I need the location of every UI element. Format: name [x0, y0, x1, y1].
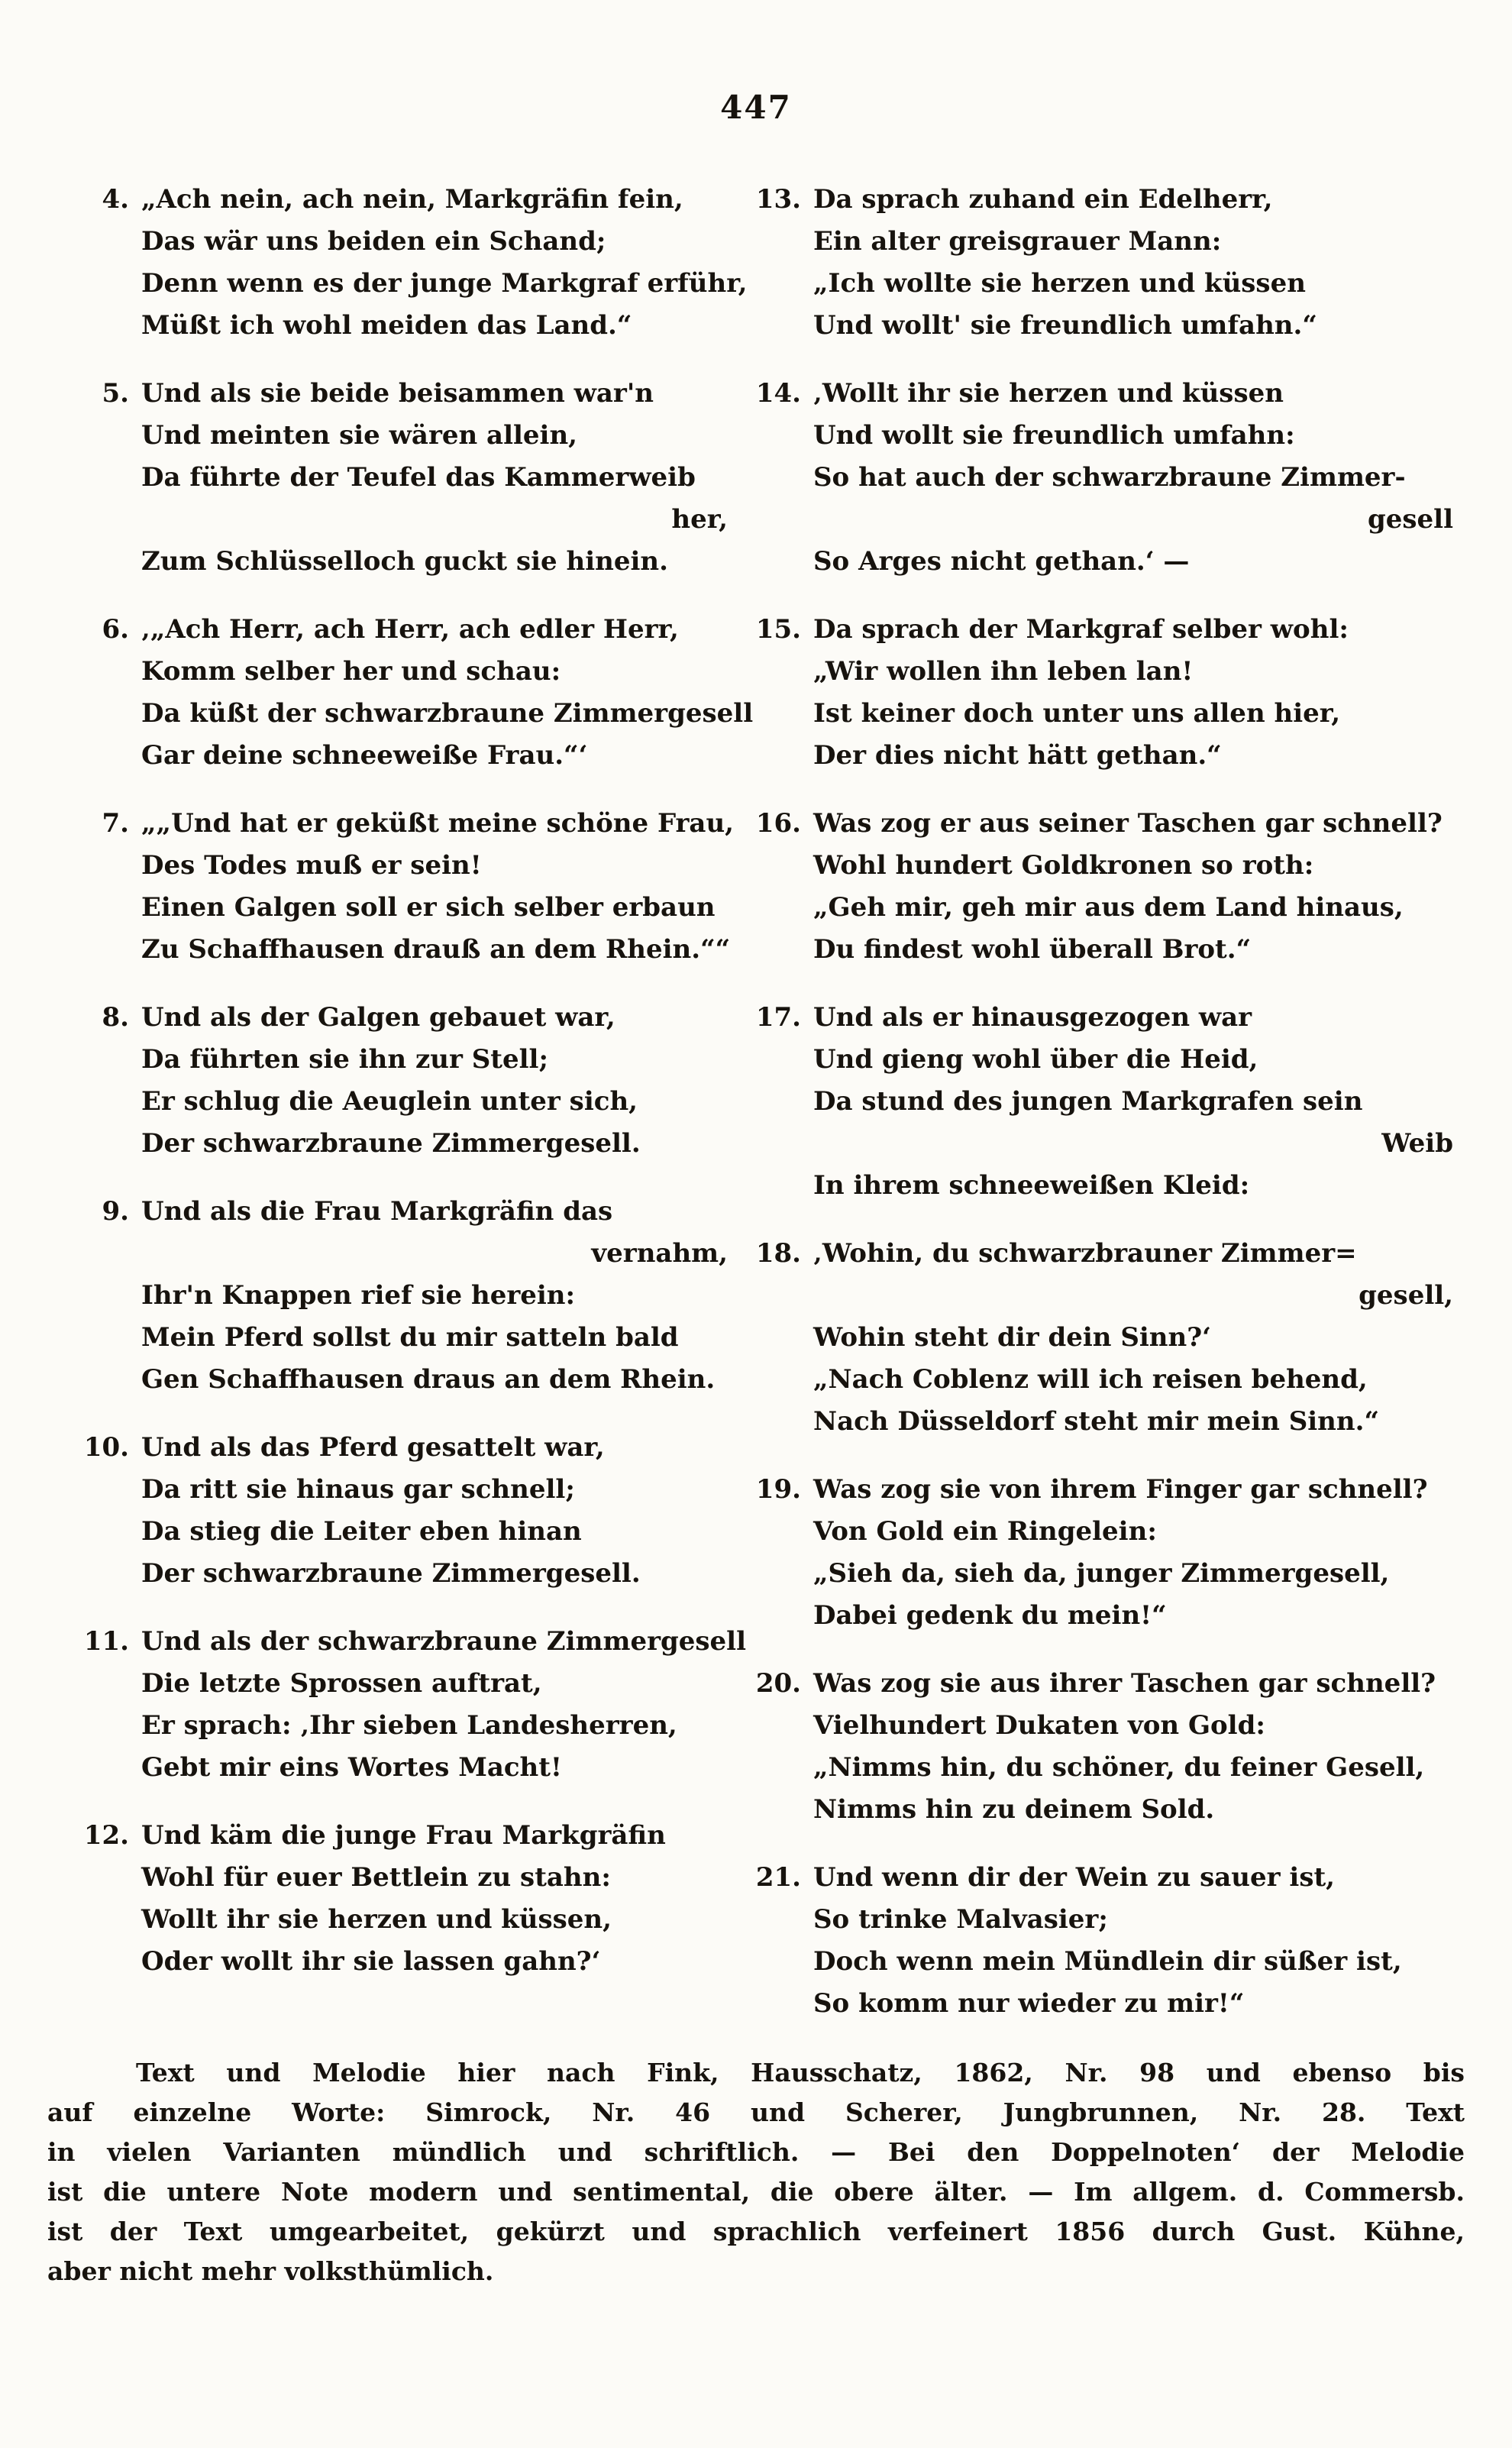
verse-line: Des Todes muß er sein!	[141, 850, 482, 881]
verse-line: „Geh mir, geh mir aus dem Land hinaus,	[813, 892, 1404, 923]
verse-line: Gebt mir eins Wortes Macht!	[141, 1752, 562, 1783]
stanza-16	[745, 803, 1453, 971]
verse-line: Denn wenn es der junge Markgraf erführ,	[141, 268, 748, 299]
stanza-number: 7.	[102, 808, 129, 839]
footnote-line: auf einzelne Worte: Simrock, Nr. 46 und Scherer, Jungbrunnen, Nr. 28. Text	[47, 2097, 1465, 2127]
verse-line: „Ach nein, ach nein, Markgräfin fein,	[141, 184, 683, 215]
stanza-number: 10.	[83, 1432, 129, 1463]
stanza-7	[73, 803, 735, 971]
stanza-verse	[813, 1857, 1453, 2025]
stanza-19	[745, 1469, 1453, 1637]
verse-line: Da stund des jungen Markgrafen sein	[813, 1086, 1363, 1117]
stanza-4	[73, 179, 748, 347]
verse-line: Da führten sie ihn zur Stell;	[141, 1044, 548, 1075]
stanza-17	[745, 997, 1453, 1207]
verse-line: Und als der Galgen gebauet war,	[141, 1002, 615, 1033]
stanza-14	[745, 373, 1453, 583]
stanza-10	[73, 1427, 728, 1595]
verse-line: Gar deine schneeweiße Frau.“‘	[141, 740, 588, 771]
verse-line: Da ritt sie hinaus gar schnell;	[141, 1474, 575, 1505]
verse-line: In ihrem schneeweißen Kleid:	[813, 1170, 1250, 1201]
stanza-verse	[141, 1621, 747, 1789]
stanza-13	[745, 179, 1453, 347]
verse-line: Ihr'n Knappen rief sie herein:	[141, 1280, 576, 1311]
stanza-number: 5.	[102, 378, 129, 409]
verse-column-right	[745, 179, 1453, 2051]
stanza-verse	[141, 609, 754, 777]
verse-line: Ein alter greisgrauer Mann:	[813, 226, 1222, 257]
footnote-line: ist die untere Note modern und sentimental, die obere älter. — Im allgem. d. Commersb.	[47, 2177, 1465, 2207]
verse-line: So Arges nicht gethan.‘ —	[813, 546, 1190, 577]
verse-columns	[73, 179, 1453, 2051]
stanza-11	[73, 1621, 747, 1789]
verse-line: Du findest wohl überall Brot.“	[813, 934, 1252, 965]
stanza-verse	[141, 1815, 728, 1983]
verse-line: „Nach Coblenz will ich reisen behend,	[813, 1364, 1368, 1395]
verse-line: Zu Schaffhausen drauß an dem Rhein.““	[141, 934, 731, 965]
verse-line: Und meinten sie wären allein,	[141, 420, 578, 451]
verse-line: Wollt ihr sie herzen und küssen,	[141, 1904, 612, 1935]
verse-line: Nimms hin zu deinem Sold.	[813, 1794, 1215, 1825]
stanza-verse	[813, 1233, 1453, 1443]
verse-line: „Wir wollen ihn leben lan!	[813, 656, 1194, 687]
stanza-verse	[813, 997, 1453, 1207]
verse-line: Der schwarzbraune Zimmergesell.	[141, 1128, 641, 1159]
verse-line: Was zog sie von ihrem Finger gar schnell?	[813, 1474, 1428, 1505]
verse-line: Und als der schwarzbraune Zimmergesell	[141, 1626, 747, 1657]
stanza-number: 16.	[755, 808, 801, 839]
verse-line: Gen Schaffhausen draus an dem Rhein.	[141, 1364, 716, 1395]
verse-line: „Sieh da, sieh da, junger Zimmergesell,	[813, 1558, 1390, 1589]
stanza-number: 20.	[755, 1668, 801, 1699]
stanza-number: 18.	[755, 1238, 801, 1269]
verse-line: Doch wenn mein Mündlein dir süßer ist,	[813, 1946, 1402, 1977]
verse-line: „Ich wollte sie herzen und küssen	[813, 268, 1306, 299]
stanza-verse	[813, 609, 1453, 777]
verse-line: Was zog er aus seiner Taschen gar schnell?	[813, 808, 1443, 839]
stanza-verse	[141, 1191, 728, 1401]
verse-line: Die letzte Sprossen auftrat,	[141, 1668, 542, 1699]
verse-line: Und käm die junge Frau Markgräfin	[141, 1820, 666, 1851]
verse-line: Da sprach der Markgraf selber wohl:	[813, 614, 1349, 645]
verse-line: Und als sie beide beisammen war'n	[141, 378, 654, 409]
verse-line: Da führte der Teufel das Kammerweib	[141, 462, 696, 493]
stanza-18	[745, 1233, 1453, 1443]
stanza-9	[73, 1191, 728, 1401]
verse-line: her,	[671, 504, 728, 535]
stanza-21	[745, 1857, 1453, 2025]
verse-line: So trinke Malvasier;	[813, 1904, 1108, 1935]
footnote-line: ist der Text umgearbeitet, gekürzt und sprachlich verfeinert 1856 durch Gust. Kühne,	[47, 2217, 1465, 2246]
verse-line: Und wenn dir der Wein zu sauer ist,	[813, 1862, 1336, 1893]
verse-line: Er schlug die Aeuglein unter sich,	[141, 1086, 638, 1117]
verse-line: Weib	[1381, 1128, 1453, 1159]
footnote	[47, 2053, 1465, 2291]
verse-line: Der schwarzbraune Zimmergesell.	[141, 1558, 641, 1589]
stanza-20	[745, 1663, 1453, 1831]
verse-line: Müßt ich wohl meiden das Land.“	[141, 310, 632, 341]
verse-line: Da sprach zuhand ein Edelherr,	[813, 184, 1273, 215]
verse-line: Und als er hinausgezogen war	[813, 1002, 1252, 1033]
page-number: 447	[720, 89, 792, 126]
stanza-verse	[813, 803, 1453, 971]
stanza-number: 9.	[102, 1196, 129, 1227]
stanza-number: 13.	[755, 184, 801, 215]
verse-line: Wohl für euer Bettlein zu stahn:	[141, 1862, 611, 1893]
verse-line: Einen Galgen soll er sich selber erbaun	[141, 892, 716, 923]
verse-line: gesell,	[1359, 1280, 1453, 1311]
stanza-number: 8.	[102, 1002, 129, 1033]
verse-line: Oder wollt ihr sie lassen gahn?‘	[141, 1946, 601, 1977]
footnote-line: Text und Melodie hier nach Fink, Hausschatz, 1862, Nr. 98 und ebenso bis	[136, 2058, 1465, 2087]
stanza-number: 15.	[755, 614, 801, 645]
verse-line: Dabei gedenk du mein!“	[813, 1600, 1167, 1631]
verse-line: Da küßt der schwarzbraune Zimmergesell	[141, 698, 754, 729]
verse-line: Und wollt' sie freundlich umfahn.“	[813, 310, 1317, 341]
verse-line: Von Gold ein Ringelein:	[813, 1516, 1157, 1547]
footnote-line: aber nicht mehr volksthümlich.	[47, 2256, 494, 2286]
stanza-6	[73, 609, 754, 777]
stanza-number: 4.	[102, 184, 129, 215]
verse-line: Zum Schlüsselloch guckt sie hinein.	[141, 546, 668, 577]
verse-line: Mein Pferd sollst du mir satteln bald	[141, 1322, 679, 1353]
verse-line: vernahm,	[591, 1238, 728, 1269]
verse-line: Vielhundert Dukaten von Gold:	[813, 1710, 1265, 1741]
verse-line: Komm selber her und schau:	[141, 656, 561, 687]
stanza-verse	[141, 997, 728, 1165]
verse-line: Der dies nicht hätt gethan.“	[813, 740, 1222, 771]
stanza-number: 17.	[755, 1002, 801, 1033]
stanza-number: 6.	[102, 614, 129, 645]
verse-line: „Nimms hin, du schöner, du feiner Gesell,	[813, 1752, 1425, 1783]
stanza-5	[73, 373, 728, 583]
stanza-verse	[141, 373, 728, 583]
stanza-verse	[141, 803, 735, 971]
verse-line: „„Und hat er geküßt meine schöne Frau,	[141, 808, 735, 839]
verse-line: Und als die Frau Markgräfin das	[141, 1196, 613, 1227]
verse-line: ‚Wohin, du schwarzbrauner Zimmer=	[813, 1238, 1357, 1269]
verse-line: Ist keiner doch unter uns allen hier,	[813, 698, 1341, 729]
verse-line: So komm nur wieder zu mir!“	[813, 1988, 1245, 2019]
verse-line: So hat auch der schwarzbraune Zimmer-	[813, 462, 1406, 493]
stanza-8	[73, 997, 728, 1165]
verse-line: Nach Düsseldorf steht mir mein Sinn.“	[813, 1406, 1379, 1437]
stanza-number: 21.	[755, 1862, 801, 1893]
verse-line: Und wollt sie freundlich umfahn:	[813, 420, 1295, 451]
stanza-verse	[813, 1663, 1453, 1831]
verse-line: Wohin steht dir dein Sinn?‘	[813, 1322, 1212, 1353]
stanza-number: 14.	[755, 378, 801, 409]
stanza-verse	[813, 179, 1453, 347]
stanza-number: 11.	[83, 1626, 129, 1657]
verse-line: Da stieg die Leiter eben hinan	[141, 1516, 582, 1547]
verse-line: Das wär uns beiden ein Schand;	[141, 226, 606, 257]
verse-line: gesell	[1367, 504, 1453, 535]
stanza-verse	[141, 1427, 728, 1595]
stanza-number: 12.	[83, 1820, 129, 1851]
stanza-verse	[141, 179, 748, 347]
verse-line: ‚Wollt ihr sie herzen und küssen	[813, 378, 1284, 409]
verse-line: ‚„Ach Herr, ach Herr, ach edler Herr,	[141, 614, 679, 645]
verse-line: Und gieng wohl über die Heid,	[813, 1044, 1258, 1075]
stanza-15	[745, 609, 1453, 777]
stanza-number: 19.	[755, 1474, 801, 1505]
footnote-line: in vielen Varianten mündlich und schriftlich. — Bei den Doppelnoten‘ der Melodie	[47, 2137, 1465, 2167]
verse-line: Er sprach: ‚Ihr sieben Landesherren,	[141, 1710, 677, 1741]
verse-line: Was zog sie aus ihrer Taschen gar schnell?	[813, 1668, 1436, 1699]
stanza-verse	[813, 373, 1453, 583]
stanza-verse	[813, 1469, 1453, 1637]
verse-column-left	[73, 179, 754, 2051]
verse-line: Und als das Pferd gesattelt war,	[141, 1432, 605, 1463]
stanza-12	[73, 1815, 728, 1983]
verse-line: Wohl hundert Goldkronen so roth:	[813, 850, 1314, 881]
